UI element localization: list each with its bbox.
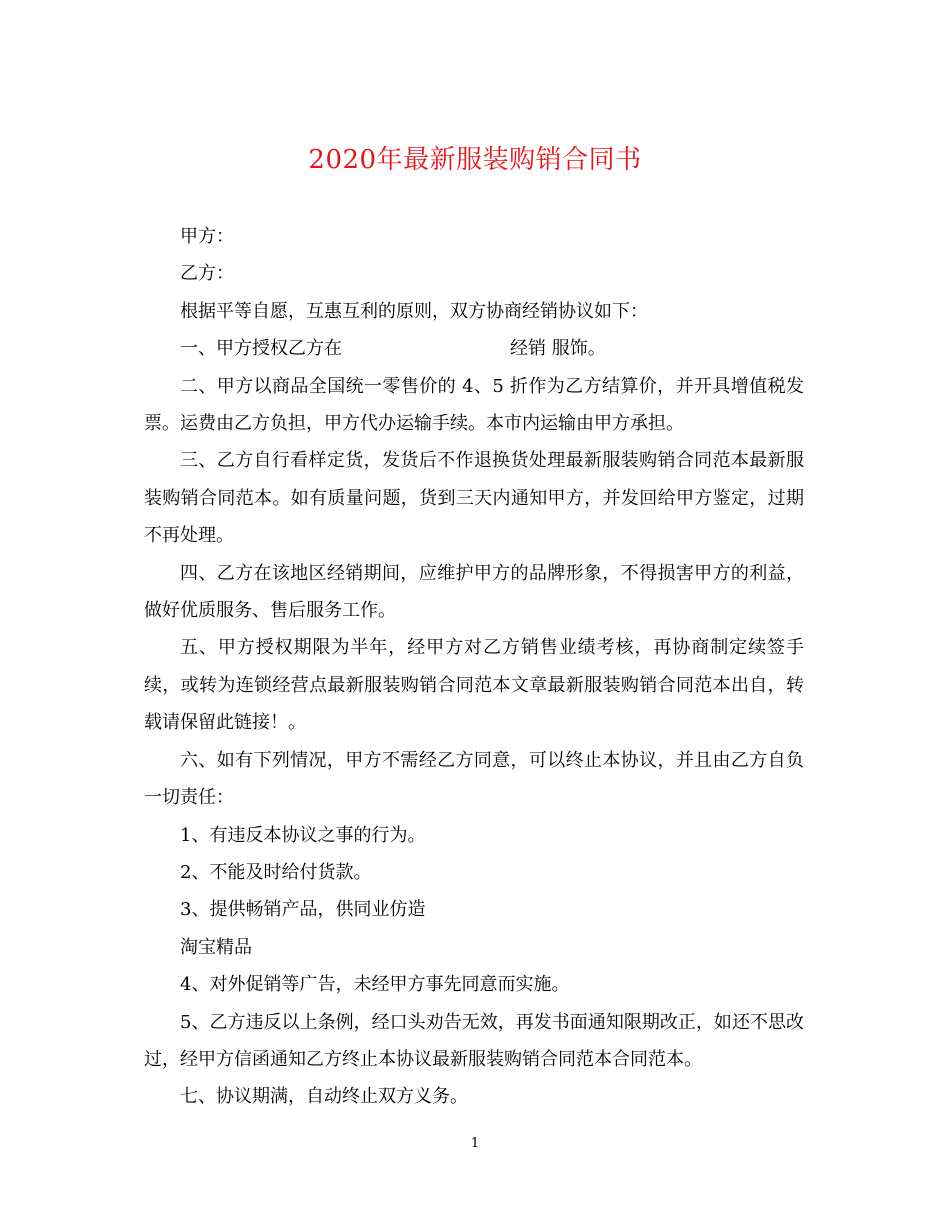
clause-3: 三、乙方自行看样定货，发货后不作退换货处理最新服装购销合同范本最新服装购销合同范本。如有质量问题，货到三天内通知甲方，并发回给甲方鉴定，过期不再处理。 [144, 450, 804, 547]
clause-1-part-b: 经销 服饰。 [510, 338, 606, 360]
clause-1-part-a: 一、甲方授权乙方在 [180, 338, 342, 360]
clause-4: 四、乙方在该地区经销期间，应维护甲方的品牌形象，不得损害甲方的利益，做好优质服务、售后服务工作。 [144, 562, 804, 622]
page-number: 1 [470, 1136, 480, 1151]
list-item-5: 5、乙方违反以上条例，经口头劝告无效，再发书面通知限期改正，如还不思改过，经甲方信函通知乙方终止本协议最新服装购销合同范本合同范本。 [144, 1011, 804, 1070]
list-item-2: 2、不能及时给付货款。 [180, 861, 372, 883]
list-item-1: 1、有违反本协议之事的行为。 [180, 824, 426, 846]
clause-7: 七、协议期满，自动终止双方义务。 [180, 1086, 468, 1108]
clause-2: 二、甲方以商品全国统一零售价的 4、5 折作为乙方结算价，并开具增值税发票。运费由乙方负担，甲方代办运输手续。本市内运输由甲方承担。 [144, 375, 804, 435]
clause-1 [144, 330, 804, 367]
document-body [144, 218, 804, 1116]
party-b-line: 乙方： [180, 263, 234, 285]
inserted-note: 淘宝精品 [180, 936, 252, 958]
intro-paragraph: 根据平等自愿，互惠互利的原则，双方协商经销协议如下： [180, 300, 648, 322]
party-a-line: 甲方： [180, 226, 234, 247]
clause-5: 五、甲方授权期限为半年，经甲方对乙方销售业绩考核，再协商制定续签手续，或转为连锁经营点最新服装购销合同范本文章最新服装购销合同范本出自，转载请保留此链接！。 [144, 637, 804, 734]
list-item-3: 3、提供畅销产品，供同业仿造 [180, 899, 426, 921]
list-item-4: 4、对外促销等广告，未经甲方事先同意而实施。 [180, 974, 570, 996]
clause-6: 六、如有下列情况，甲方不需经乙方同意，可以终止本协议，并且由乙方自负一切责任： [144, 749, 804, 809]
document-title: 2020年最新服装购销合同书 [308, 145, 642, 175]
